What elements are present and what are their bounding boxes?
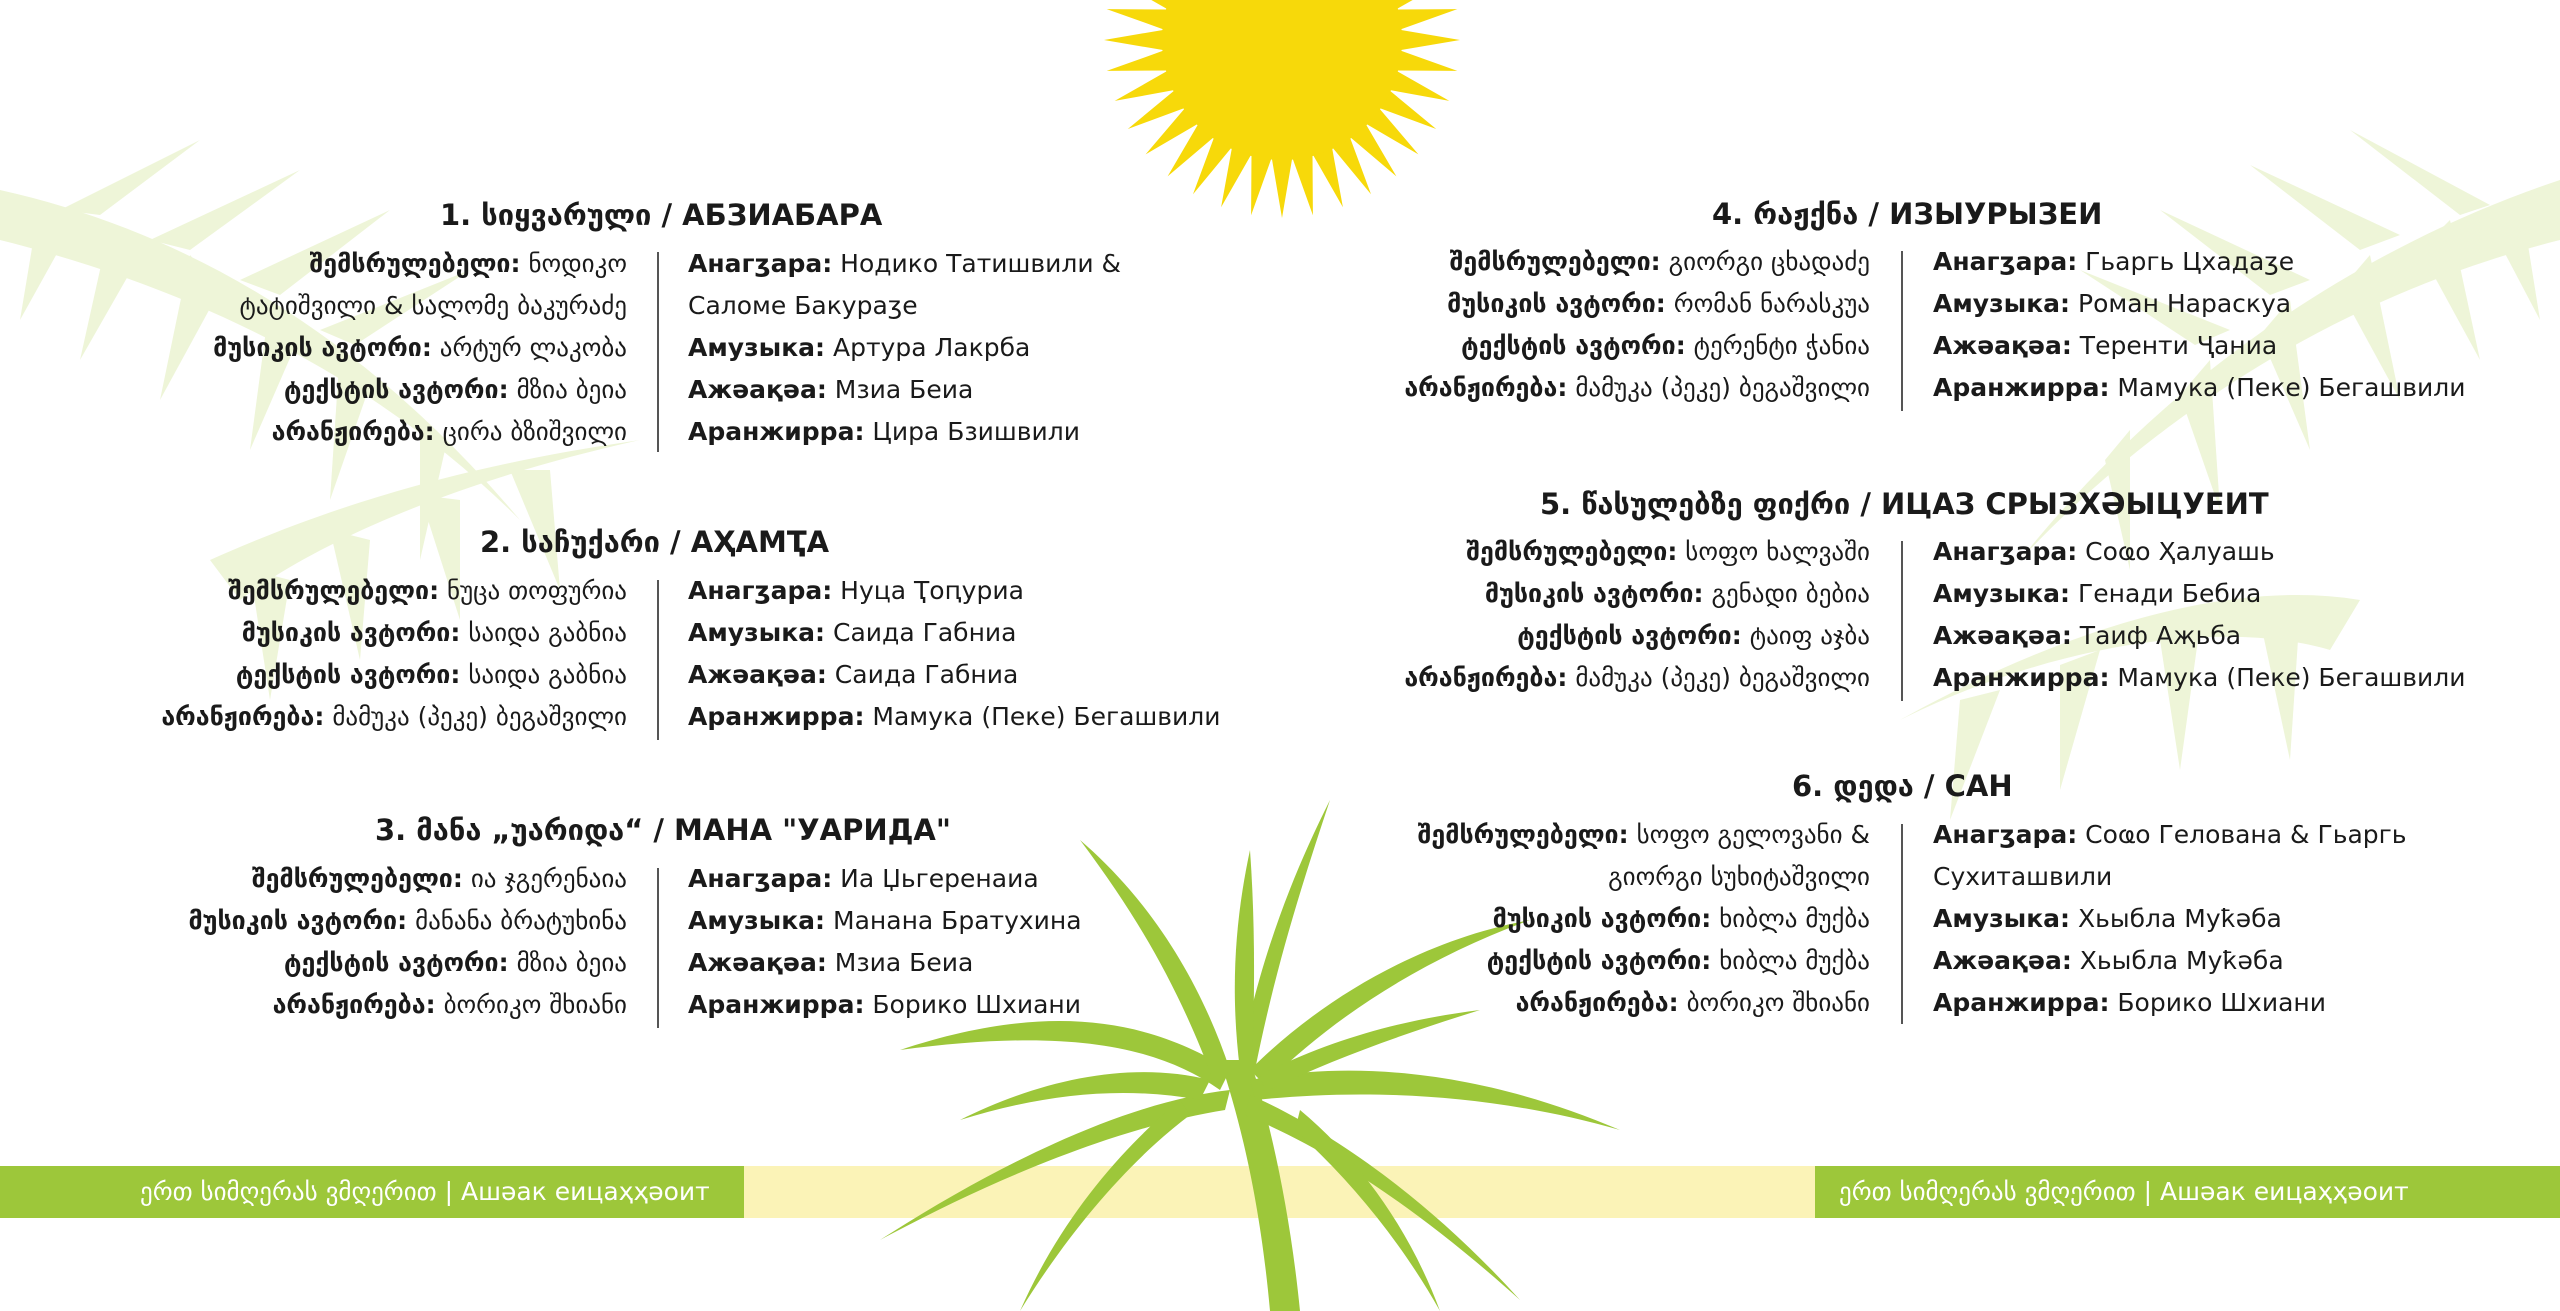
credit-line: შემსრულებელი: ია ჯგერენაია: [251, 864, 627, 893]
credit-line: Анагӡара: Гьаргь Цхадаӡе: [1933, 247, 2295, 276]
credit-line: Анагӡара: Соҩо Ҳалуашь: [1933, 537, 2275, 566]
credit-line: შემსრულებელი: ნუცა თოფურია: [228, 576, 627, 605]
credit-line: Ажәақәа: Теренти Ҷаниа: [1933, 331, 2278, 360]
credit-line: ტექსტის ავტორი: მზია ბეია: [284, 948, 627, 977]
credit-line: შემსრულებელი: ნოდიკო: [309, 249, 627, 278]
credit-line: Амузыка: Хьыбла Муҟәба: [1933, 904, 2282, 933]
credit-line: შემსრულებელი: სოფო გელოვანი &: [1417, 820, 1870, 849]
credits-abkhaz: [1933, 531, 2466, 699]
credit-line: Ажәақәа: Мзиа Беиа: [688, 948, 974, 977]
credit-line: მუსიკის ავტორი: არტურ ლაკობა: [213, 333, 627, 362]
column-divider: [1901, 251, 1903, 411]
credit-line: Амузыка: Артура Лакрба: [688, 333, 1031, 362]
credit-line: Саломе Бакураӡе: [688, 291, 918, 320]
credit-line: არანჟირება: მამუკა (პეკე) ბეგაშვილი: [1404, 663, 1870, 692]
sun-icon: [1104, 0, 1460, 218]
credit-line: ტექსტის ავტორი: ტაიფ აჯბა: [1517, 621, 1870, 650]
credits-abkhaz: [1933, 241, 2466, 409]
credits-abkhaz: [1933, 814, 2407, 1024]
credits-abkhaz: [688, 570, 1221, 738]
song-title: 4. რაჟქნა / ИЗЫУРЫЗЕИ: [1712, 197, 2103, 231]
credits-georgian: [188, 858, 627, 1026]
column-divider: [1901, 824, 1903, 1024]
song-title: 2. საჩუქარი / АҲАМҬА: [480, 525, 830, 559]
credit-line: Ажәақәа: Хьыбла Муҟәба: [1933, 946, 2284, 975]
credits-georgian: [213, 243, 627, 453]
credit-line: გიორგი სუხიტაშვილი: [1608, 862, 1870, 891]
credit-line: Ажәақәа: Таиф Аҗьба: [1933, 621, 2242, 650]
credit-line: Аранжирра: Борико Шхиани: [688, 990, 1081, 1019]
column-divider: [1901, 541, 1903, 701]
credit-line: მუსიკის ავტორი: რომან ნარასკუა: [1447, 289, 1870, 318]
credit-line: Анагӡара: Соҩо Гелована & Гьаргь: [1933, 820, 2407, 849]
credit-line: Сухиташвили: [1933, 862, 2113, 891]
credits-georgian: [161, 570, 627, 738]
credit-line: არანჟირება: ბორიკო შხიანი: [272, 990, 627, 1019]
credit-line: Анагӡара: Нуца Ҭоԥуриа: [688, 576, 1024, 605]
credits-georgian: [1418, 814, 1870, 1024]
credit-line: Анагӡара: Иа Џьгеренаиа: [688, 864, 1039, 893]
column-divider: [657, 580, 659, 740]
credit-line: მუსიკის ავტორი: მანანა ბრატუხინა: [188, 906, 627, 935]
credit-line: ტექსტის ავტორი: საიდა გაბნია: [235, 660, 627, 689]
credit-line: Амузыка: Роман Нараскуа: [1933, 289, 2292, 318]
credit-line: Анагӡара: Нодико Татишвили &: [688, 249, 1122, 278]
credit-line: ტექსტის ავტორი: მზია ბეია: [284, 375, 627, 404]
faint-palm-frond-right: [1900, 130, 2560, 820]
credit-line: Амузыка: Манана Братухина: [688, 906, 1082, 935]
credit-line: არანჟირება: ბორიკო შხიანი: [1515, 988, 1870, 1017]
song-title: 6. დედა / САН: [1792, 769, 2013, 803]
credit-line: Ажәақәа: Мзиа Беиа: [688, 375, 974, 404]
credit-line: Ажәақәа: Саида Габниа: [688, 660, 1019, 689]
credits-abkhaz: [688, 858, 1082, 1026]
credit-line: მუსიკის ავტორი: ხიბლა მუქბა: [1492, 904, 1870, 933]
credit-line: Амузыка: Саида Габниа: [688, 618, 1017, 647]
credit-line: Амузыка: Генади Бебиа: [1933, 579, 2262, 608]
credit-line: ტექსტის ავტორი: ტერენტი ჭანია: [1461, 331, 1870, 360]
credits-georgian: [1404, 241, 1870, 409]
column-divider: [657, 252, 659, 452]
credits-georgian: [1404, 531, 1870, 699]
credit-line: Аранжирра: Цира Бзишвили: [688, 417, 1080, 446]
credit-line: მუსიკის ავტორი: გენადი ბებია: [1484, 579, 1870, 608]
credit-line: Аранжирра: Борико Шхиани: [1933, 988, 2326, 1017]
credit-line: შემსრულებელი: სოფო ხალვაში: [1466, 537, 1870, 566]
credit-line: Аранжирра: Мамука (Пеке) Бегашвили: [1933, 663, 2466, 692]
credit-line: შემსრულებელი: გიორგი ცხადაძე: [1449, 247, 1870, 276]
song-title: 3. მანა „უარიდა“ / МАНА "УАРИДА": [375, 813, 951, 847]
credits-abkhaz: [688, 243, 1121, 453]
footer-tagline-right: ერთ სიმღერას ვმღერით | Ашәак еицаҳҳәоит: [1815, 1166, 2560, 1218]
credit-line: ტექსტის ავტორი: ხიბლა მუქბა: [1486, 946, 1870, 975]
credit-line: არანჟირება: ცირა ბზიშვილი: [271, 417, 627, 446]
credit-line: Аранжирра: Мамука (Пеке) Бегашвили: [688, 702, 1221, 731]
song-title: 5. წასულებზე ფიქრი / ИЦАЗ СРЫЗХӘЫЦУЕИТ: [1540, 487, 2269, 521]
credit-line: მუსიკის ავტორი: საიდა გაბნია: [241, 618, 627, 647]
column-divider: [657, 868, 659, 1028]
credit-line: ტატიშვილი & სალომე ბაკურაძე: [239, 291, 627, 320]
footer-tagline-left: ერთ სიმღერას ვმღერით | Ашәак еицаҳҳәоит: [0, 1166, 744, 1218]
credit-line: არანჟირება: მამუკა (პეკე) ბეგაშვილი: [161, 702, 627, 731]
song-title: 1. სიყვარული / АБЗИАБАРА: [440, 198, 883, 232]
credit-line: არანჟირება: მამუკა (პეკე) ბეგაშვილი: [1404, 373, 1870, 402]
credit-line: Аранжирра: Мамука (Пеке) Бегашвили: [1933, 373, 2466, 402]
